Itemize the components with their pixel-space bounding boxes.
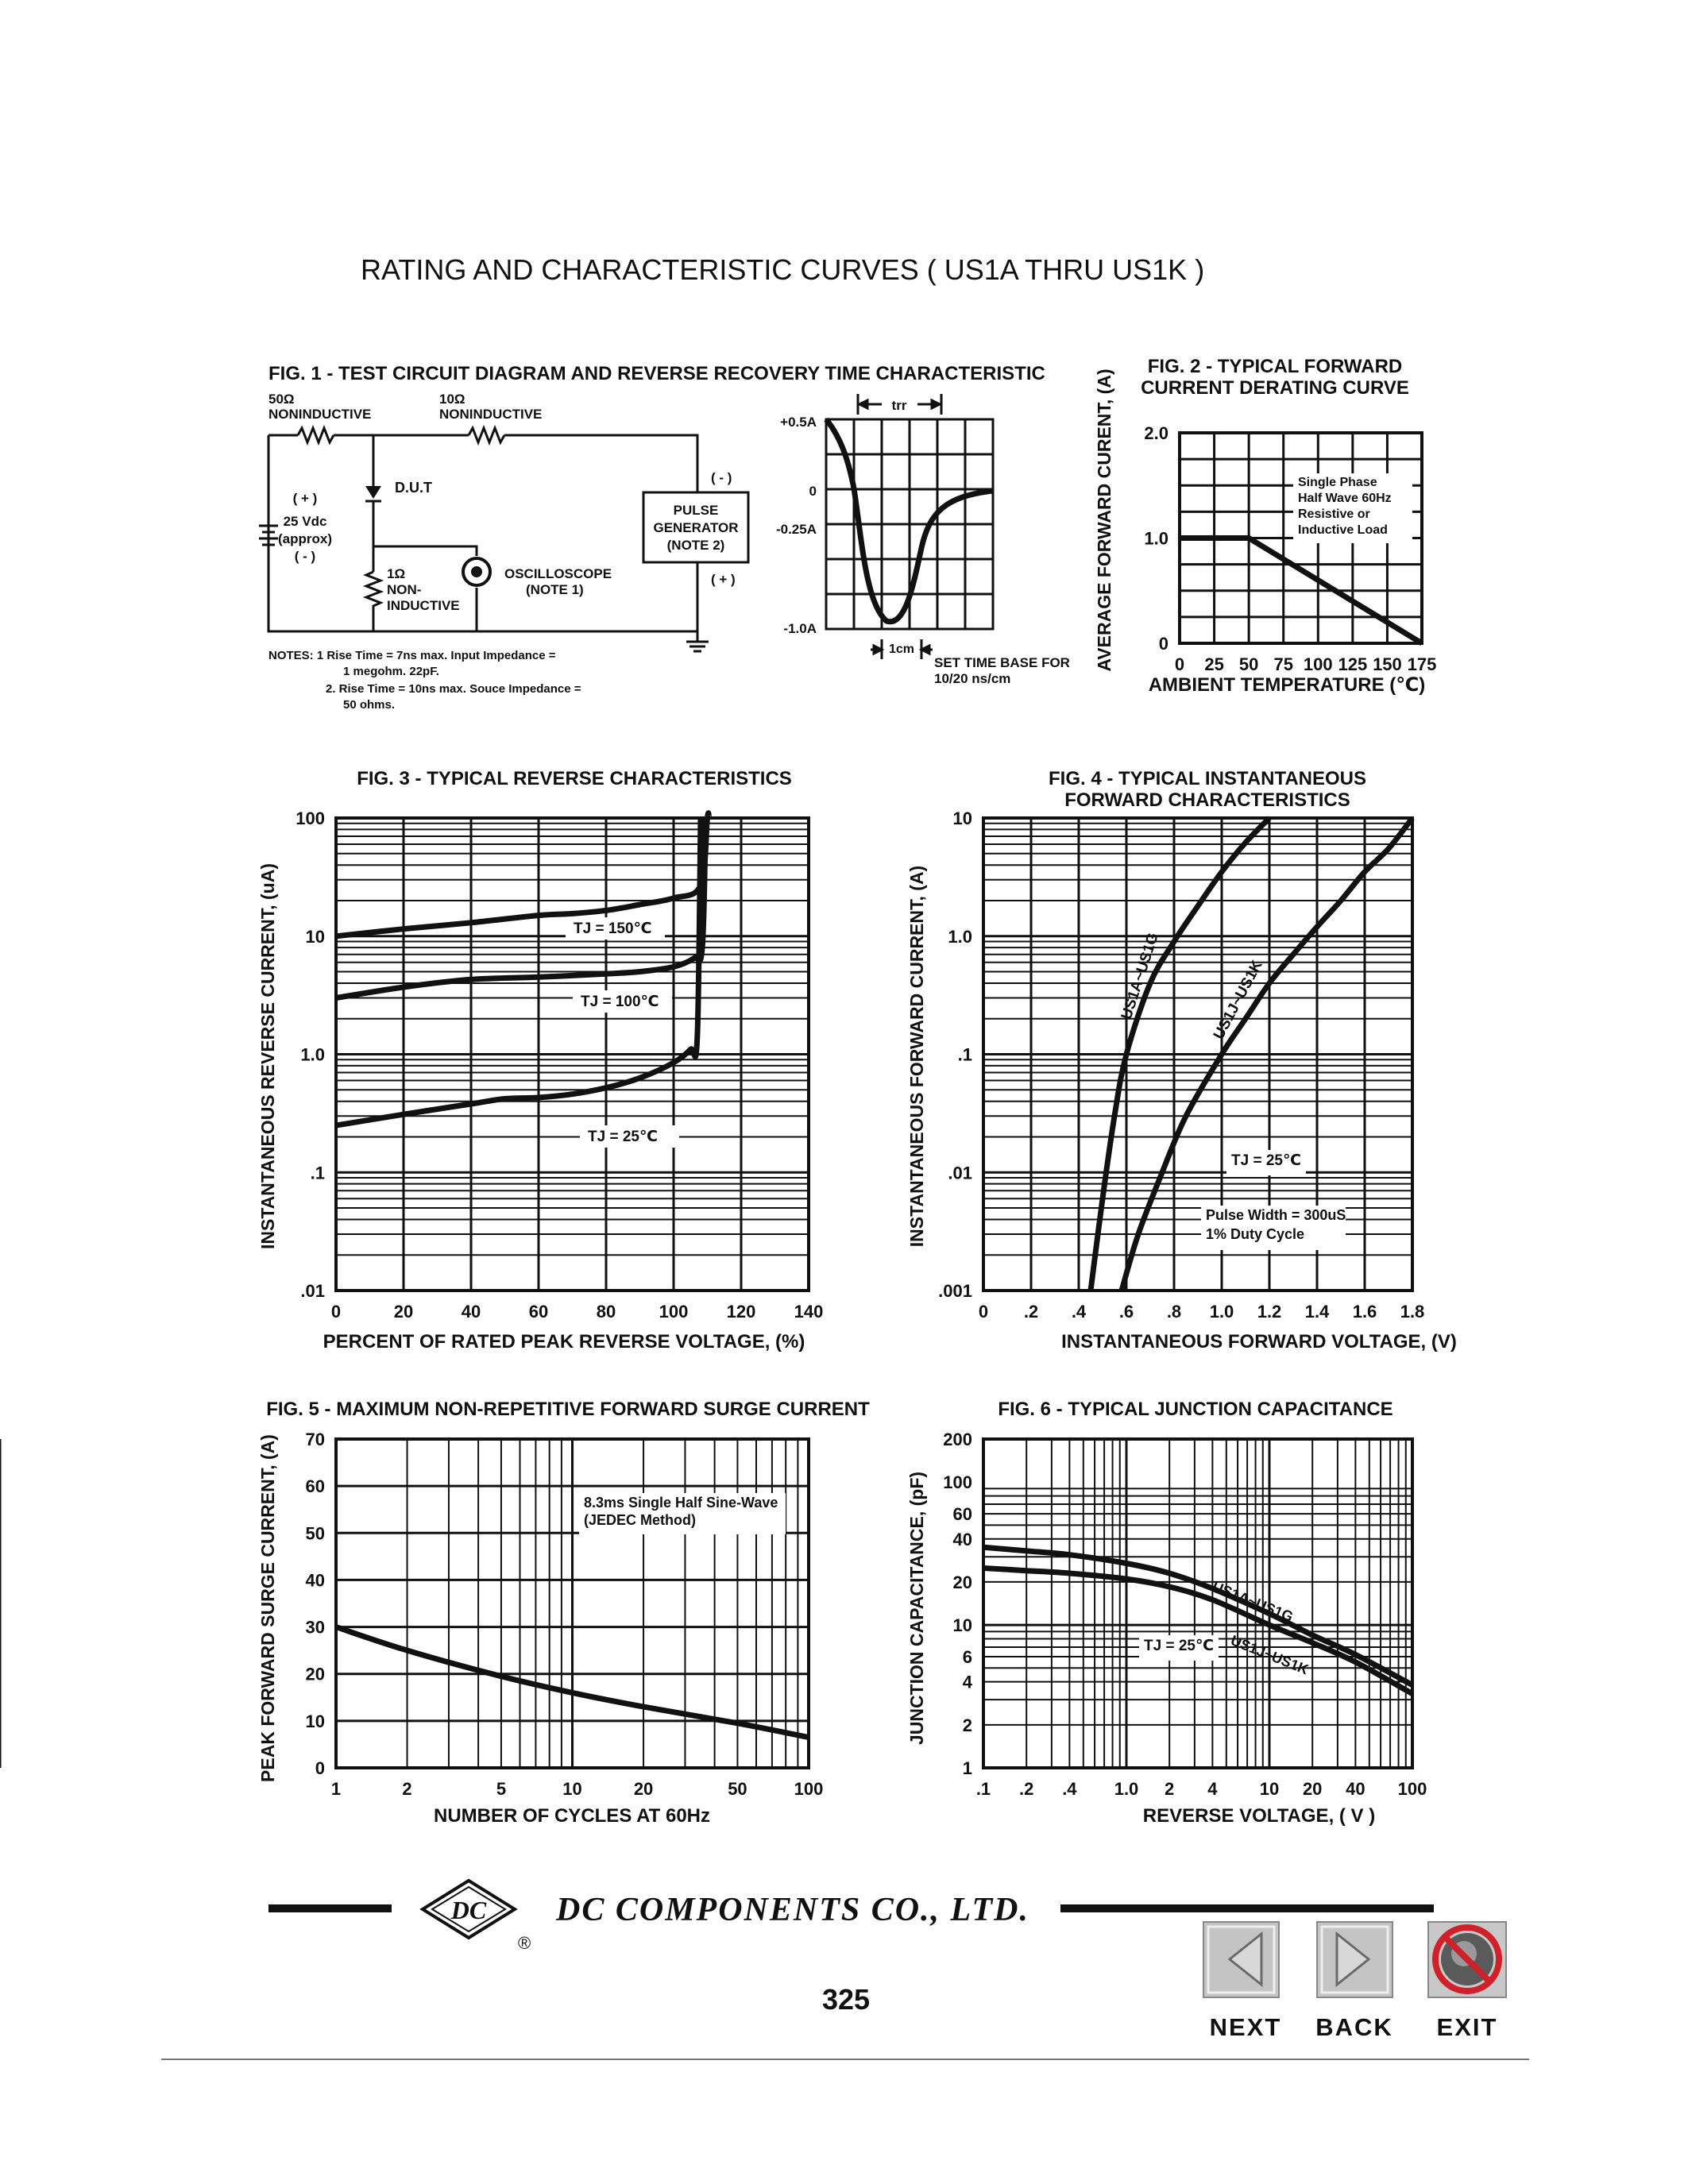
gen-label-3: (NOTE 2) bbox=[666, 538, 725, 553]
diode-icon bbox=[365, 486, 381, 501]
fig2-xtick-label: 0 bbox=[1174, 654, 1185, 674]
fig3-chart bbox=[295, 808, 823, 1322]
fig6-xtick-label: 2 bbox=[1165, 1779, 1175, 1799]
fig3-series-label: TJ = 25℃ bbox=[588, 1129, 658, 1145]
fig2-xtick-label: 175 bbox=[1407, 654, 1437, 674]
fig6-temp-label: TJ = 25℃ bbox=[1144, 1638, 1214, 1654]
wave-label-0: 0 bbox=[809, 484, 817, 499]
fig3-xtick-label: 80 bbox=[596, 1302, 616, 1322]
osc-label: OSCILLOSCOPE bbox=[504, 566, 612, 581]
fig3-ylabel: INSTANTANEOUS REVERSE CURRENT, (uA) bbox=[257, 863, 278, 1249]
fig6-ytick-label: 20 bbox=[952, 1572, 972, 1592]
fig2-ylabel: AVERAGE FORWARD CURENT, (A) bbox=[1094, 369, 1114, 672]
fig6-xtick-label: 40 bbox=[1346, 1779, 1365, 1799]
page-title: RATING AND CHARACTERISTIC CURVES ( US1A THRU US1K ) bbox=[361, 253, 1205, 286]
footer-rule-left bbox=[268, 1904, 392, 1912]
source-voltage: 25 Vdc bbox=[283, 514, 327, 529]
fig4-xtick-label: 1.8 bbox=[1400, 1302, 1425, 1322]
fig1-r50-label: 50Ω bbox=[268, 392, 295, 407]
fig4-xtick-label: .6 bbox=[1118, 1302, 1134, 1322]
fig4-xtick-label: 1.4 bbox=[1304, 1302, 1330, 1322]
fig1-circuit-wires bbox=[268, 435, 697, 631]
fig6-ytick-label: 40 bbox=[952, 1529, 972, 1549]
fig2-xtick-label: 50 bbox=[1238, 654, 1259, 674]
fig2-xtick-label: 125 bbox=[1338, 654, 1368, 674]
fig2-chart bbox=[1144, 423, 1436, 674]
fig1-r10-sub: NONINDUCTIVE bbox=[439, 407, 543, 422]
logo-text: DC bbox=[450, 1896, 487, 1924]
fig6-xtick-label: .2 bbox=[1019, 1779, 1034, 1799]
dut-label: D.U.T bbox=[395, 480, 432, 496]
fig4-ytick-label: .1 bbox=[957, 1044, 972, 1065]
oscilloscope-icon bbox=[463, 558, 490, 585]
fig2-ytick-label: 2.0 bbox=[1144, 423, 1168, 443]
r1-sub2: INDUCTIVE bbox=[387, 598, 460, 613]
r1-label: 1Ω bbox=[387, 566, 406, 581]
fig2-title-line-1: FIG. 2 - TYPICAL FORWARD bbox=[1147, 356, 1403, 377]
fig1-title: FIG. 1 - TEST CIRCUIT DIAGRAM AND REVERSE RECOVERY TIME CHARACTERISTIC bbox=[268, 363, 1045, 384]
source-plus: ( + ) bbox=[292, 491, 318, 506]
fig6-ytick-label: 4 bbox=[962, 1672, 972, 1692]
page-number: 325 bbox=[821, 1983, 871, 2016]
fig2-title-line-2: CURRENT DERATING CURVE bbox=[1141, 377, 1409, 399]
fig6-xtick-label: .4 bbox=[1062, 1779, 1077, 1799]
dc-logo-icon bbox=[423, 1881, 515, 1938]
fig6-ytick-label: 100 bbox=[943, 1472, 972, 1493]
fig2-annotation: Resistive or bbox=[1298, 507, 1370, 521]
exit-label: EXIT bbox=[1436, 2013, 1498, 2041]
fig6-series-label: US1J~US1K bbox=[1228, 1632, 1311, 1678]
fig6-chart bbox=[943, 1430, 1427, 1799]
fig6-ytick-label: 1 bbox=[962, 1758, 972, 1778]
fig4-xtick-label: 1.2 bbox=[1257, 1302, 1282, 1322]
fig3-xtick-label: 140 bbox=[794, 1302, 824, 1322]
fig3-xtick-label: 100 bbox=[659, 1302, 689, 1322]
back-button[interactable] bbox=[1315, 1922, 1393, 2041]
fig6-ytick-label: 6 bbox=[962, 1646, 972, 1667]
fig5-annotation: 8.3ms Single Half Sine-Wave bbox=[584, 1495, 778, 1511]
fig5-xtick-label: 50 bbox=[728, 1779, 747, 1799]
fig4-xtick-label: 1.6 bbox=[1352, 1302, 1377, 1322]
fig6-xtick-label: 1.0 bbox=[1114, 1779, 1139, 1799]
fig2-ytick-label: 0 bbox=[1158, 634, 1168, 654]
fig4-xtick-label: .8 bbox=[1166, 1302, 1182, 1322]
fig3-xtick-label: 120 bbox=[726, 1302, 756, 1322]
notes-line-1: NOTES: 1 Rise Time = 7ns max. Input Impedance = bbox=[268, 649, 556, 662]
fig5-ytick-label: 10 bbox=[305, 1711, 325, 1731]
fig3-ytick-label: .1 bbox=[310, 1163, 325, 1183]
trr-label: trr bbox=[891, 398, 907, 413]
resistor-50-icon bbox=[298, 428, 334, 442]
fig5-xtick-label: 5 bbox=[496, 1779, 507, 1799]
fig5-ytick-label: 70 bbox=[305, 1430, 325, 1449]
fig3-xtick-label: 60 bbox=[528, 1302, 549, 1322]
back-label: BACK bbox=[1315, 2013, 1393, 2041]
fig4-series-label: US1J~US1K bbox=[1210, 957, 1266, 1043]
fig2-ytick-label: 1.0 bbox=[1144, 528, 1168, 549]
fig6-ytick-label: 200 bbox=[943, 1430, 972, 1449]
fig6-ytick-label: 10 bbox=[952, 1615, 972, 1636]
fig6-series-label: US1A~US1G bbox=[1210, 1578, 1296, 1625]
fig5-xtick-label: 100 bbox=[794, 1779, 824, 1799]
fig6-series-line-1 bbox=[983, 1547, 1412, 1685]
fig4-pulse-label: Pulse Width = 300uS bbox=[1206, 1207, 1346, 1223]
fig1-r50-sub: NONINDUCTIVE bbox=[268, 407, 372, 422]
gen-minus: ( - ) bbox=[711, 470, 732, 485]
resistor-1-icon bbox=[366, 572, 380, 612]
gen-plus: ( + ) bbox=[711, 572, 736, 587]
fig5-xtick-label: 1 bbox=[330, 1779, 342, 1799]
fig5-chart bbox=[0, 1430, 823, 1799]
fig5-ytick-label: 0 bbox=[315, 1758, 325, 1778]
fig5-xtick-label: 2 bbox=[402, 1779, 412, 1799]
fig2-annotation: Single Phase bbox=[1298, 476, 1377, 489]
fig5-grid bbox=[0, 1439, 809, 1768]
fig2-annotation: Inductive Load bbox=[1298, 523, 1388, 537]
fig3-ytick-label: 1.0 bbox=[300, 1044, 325, 1065]
registered-mark: ® bbox=[518, 1933, 531, 1953]
fig4-pulse-label: 1% Duty Cycle bbox=[1206, 1226, 1305, 1242]
fig4-chart bbox=[938, 808, 1424, 1322]
osc-note: (NOTE 1) bbox=[526, 582, 584, 597]
fig2-xtick-label: 25 bbox=[1204, 654, 1224, 674]
fig5-ytick-label: 60 bbox=[305, 1476, 325, 1497]
gen-label-2: GENERATOR bbox=[653, 520, 739, 535]
fig5-xtick-label: 20 bbox=[633, 1779, 654, 1799]
fig2-annotation: Half Wave 60Hz bbox=[1298, 492, 1392, 505]
fig3-xtick-label: 20 bbox=[393, 1302, 414, 1322]
resistor-10-icon bbox=[469, 428, 504, 442]
fig4-xtick-label: 0 bbox=[978, 1302, 989, 1322]
fig6-xtick-label: 20 bbox=[1302, 1779, 1323, 1799]
fig4-series-label: US1A~US1G bbox=[1118, 931, 1162, 1022]
fig4-ytick-label: 10 bbox=[952, 808, 972, 828]
fig6-xtick-label: 100 bbox=[1397, 1779, 1427, 1799]
wave-label-m025: -0.25A bbox=[775, 522, 817, 537]
next-label: NEXT bbox=[1209, 2013, 1282, 2041]
fig3-xtick-label: 40 bbox=[461, 1302, 481, 1322]
fig2-xtick-label: 75 bbox=[1273, 654, 1293, 674]
fig3-title: FIG. 3 - TYPICAL REVERSE CHARACTERISTICS bbox=[357, 768, 792, 789]
fig5-ytick-label: 20 bbox=[305, 1664, 325, 1684]
fig3-xtick-label: 0 bbox=[330, 1302, 342, 1322]
fig6-grid bbox=[983, 1439, 1412, 1768]
fig5-ylabel: PEAK FORWARD SURGE CURRENT, (A) bbox=[257, 1434, 278, 1782]
fig2-xlabel: AMBIENT TEMPERATURE (℃) bbox=[1148, 674, 1426, 696]
fig5-annotation: (JEDEC Method) bbox=[584, 1512, 696, 1528]
fig5-ytick-label: 30 bbox=[305, 1617, 325, 1638]
fig4-ytick-label: 1.0 bbox=[948, 926, 972, 947]
bottom-rule bbox=[161, 2059, 1529, 2060]
ground-icon bbox=[686, 631, 709, 651]
fig4-xtick-label: 1.0 bbox=[1209, 1302, 1234, 1322]
fig2-xtick-label: 100 bbox=[1303, 654, 1333, 674]
fig5-title: FIG. 5 - MAXIMUM NON-REPETITIVE FORWARD SURGE CURRENT bbox=[266, 1399, 870, 1420]
fig3-xlabel: PERCENT OF RATED PEAK REVERSE VOLTAGE, (%) bbox=[323, 1331, 805, 1352]
fig3-ytick-label: 10 bbox=[305, 926, 325, 947]
notes-line-3: 2. Rise Time = 10ns max. Souce Impedance = bbox=[326, 682, 581, 696]
source-minus: ( - ) bbox=[294, 549, 316, 564]
fig6-ylabel: JUNCTION CAPACITANCE, (pF) bbox=[906, 1471, 927, 1746]
fig3-series-label: TJ = 150℃ bbox=[574, 920, 652, 937]
fig6-ytick-label: 2 bbox=[962, 1715, 972, 1735]
fig3-series-label: TJ = 100℃ bbox=[581, 994, 659, 1010]
timebase-2: 10/20 ns/cm bbox=[934, 671, 1011, 686]
fig4-ytick-label: .01 bbox=[948, 1163, 972, 1183]
fig1-r10-label: 10Ω bbox=[439, 392, 465, 407]
fig4-xtick-label: .4 bbox=[1071, 1302, 1087, 1322]
fig6-title: FIG. 6 - TYPICAL JUNCTION CAPACITANCE bbox=[998, 1399, 1393, 1420]
fig5-xlabel: NUMBER OF CYCLES AT 60Hz bbox=[433, 1805, 711, 1827]
fig1-test-circuit bbox=[259, 363, 1070, 712]
fig4-temp-label: TJ = 25℃ bbox=[1231, 1152, 1301, 1169]
fig6-xtick-label: 4 bbox=[1207, 1779, 1218, 1799]
fig3-ytick-label: .01 bbox=[300, 1281, 325, 1301]
notes-line-4: 50 ohms. bbox=[343, 698, 396, 712]
next-button[interactable] bbox=[1203, 1922, 1281, 2041]
wave-label-m1: -1.0A bbox=[783, 621, 817, 636]
fig4-ytick-label: .001 bbox=[938, 1281, 972, 1301]
wave-label-p05: +0.5A bbox=[780, 415, 817, 430]
cm-label: 1cm bbox=[888, 642, 915, 656]
fig4-title-line-2: FORWARD CHARACTERISTICS bbox=[1064, 789, 1350, 811]
fig6-ytick-label: 60 bbox=[952, 1504, 972, 1525]
fig5-xtick-label: 10 bbox=[562, 1779, 582, 1799]
fig2-xtick-label: 150 bbox=[1373, 654, 1402, 674]
exit-button[interactable] bbox=[1428, 1922, 1506, 2041]
fig4-xtick-label: .2 bbox=[1023, 1302, 1039, 1322]
fig6-xtick-label: .1 bbox=[975, 1779, 991, 1799]
fig6-xlabel: REVERSE VOLTAGE, ( V ) bbox=[1142, 1805, 1376, 1827]
source-approx: (approx) bbox=[278, 531, 332, 546]
fig6-xtick-label: 10 bbox=[1259, 1779, 1280, 1799]
fig5-ytick-label: 40 bbox=[305, 1570, 325, 1591]
r1-sub1: NON- bbox=[387, 582, 422, 597]
timebase-1: SET TIME BASE FOR bbox=[934, 655, 1070, 670]
notes-line-2: 1 megohm. 22pF. bbox=[343, 665, 439, 678]
fig4-title-line-1: FIG. 4 - TYPICAL INSTANTANEOUS bbox=[1048, 768, 1367, 789]
fig4-xlabel: INSTANTANEOUS FORWARD VOLTAGE, (V) bbox=[1061, 1331, 1457, 1352]
gen-label-1: PULSE bbox=[673, 503, 719, 518]
fig4-ylabel: INSTANTANEOUS FORWARD CURRENT, (A) bbox=[906, 865, 927, 1248]
company-name: DC COMPONENTS CO., LTD. bbox=[556, 1892, 1029, 1928]
fig3-grid bbox=[336, 818, 809, 1291]
fig3-ytick-label: 100 bbox=[295, 808, 325, 828]
fig5-ytick-label: 50 bbox=[305, 1523, 325, 1544]
footer-rule-right bbox=[1060, 1904, 1434, 1912]
